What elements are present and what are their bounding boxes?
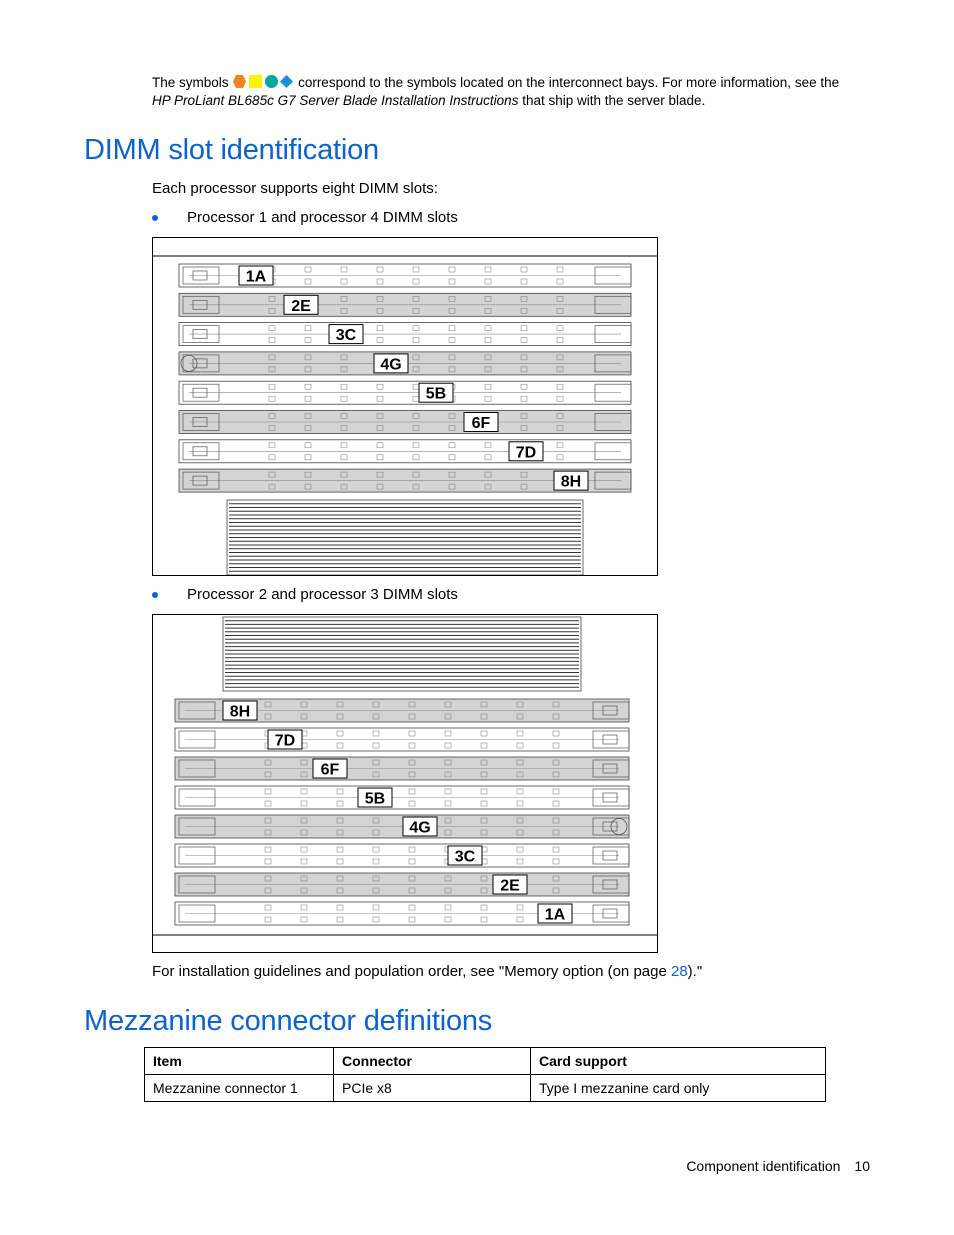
install-guideline	[152, 963, 702, 980]
dimm-slot-3C	[175, 844, 629, 867]
bullet-icon	[152, 592, 158, 598]
slot-label: 1A	[245, 268, 267, 286]
slot-label: 7D	[274, 732, 296, 750]
slot-label: 8H	[560, 473, 582, 491]
dimm-slot-3C	[179, 323, 631, 346]
dimm-slot-7D	[179, 440, 631, 463]
bullet-text: Processor 1 and processor 4 DIMM slots	[187, 209, 458, 226]
table-header-row	[145, 1048, 826, 1075]
slot-label: 6F	[471, 415, 491, 432]
intro-prefix: The symbols	[152, 75, 229, 90]
install-suffix: )."	[687, 963, 703, 980]
slot-label: 2E	[291, 297, 311, 315]
mezzanine-table	[144, 1047, 826, 1102]
dimm-diagram-2	[153, 615, 657, 952]
dimm-slot-2E	[175, 873, 629, 896]
page-number: 10	[854, 1158, 870, 1174]
bullet-text: Processor 2 and processor 3 DIMM slots	[187, 586, 458, 603]
slot-label: 4G	[409, 819, 431, 837]
teal-circle-icon	[263, 74, 279, 89]
processor-heatsink	[227, 500, 583, 575]
dimm-slot-4G	[175, 815, 629, 838]
cell-item: Mezzanine connector 1	[145, 1075, 334, 1102]
intro-paragraph	[152, 74, 872, 110]
doc-title: HP ProLiant BL685c G7 Server Blade Installation Instructions	[152, 93, 519, 108]
dimm-slot-6F	[175, 757, 629, 780]
col-item: Item	[145, 1048, 334, 1075]
dimm-slot-8H	[179, 469, 631, 492]
mezzanine-heading: Mezzanine connector definitions	[84, 1005, 493, 1037]
slot-label: 1A	[544, 906, 566, 924]
cell-card-support: Type I mezzanine card only	[531, 1075, 826, 1102]
dimm-slot-1A	[175, 902, 629, 925]
col-card-support: Card support	[531, 1048, 826, 1075]
dimm-slot-4G	[179, 352, 631, 375]
dimm-slot-8H	[175, 699, 629, 722]
slot-label: 8H	[229, 703, 251, 721]
slot-label: 5B	[364, 790, 386, 808]
install-prefix: For installation guidelines and population order, see "Memory option (on page	[152, 963, 671, 980]
dimm-heading: DIMM slot identification	[84, 134, 379, 166]
bullet-icon	[152, 215, 158, 221]
intro-suffix: correspond to the symbols located on the interconnect bays. For more information, see the	[298, 75, 840, 90]
col-connector: Connector	[334, 1048, 531, 1075]
footer-section: Component identification	[686, 1158, 841, 1174]
dimm-figure-processor-1-4	[152, 237, 658, 576]
slot-label: 3C	[335, 327, 357, 345]
orange-hexagon-icon	[232, 74, 247, 89]
dimm-lead: Each processor supports eight DIMM slots:	[152, 180, 438, 197]
yellow-square-icon	[247, 74, 263, 89]
slot-label: 3C	[454, 848, 476, 866]
dimm-slot-5B	[175, 786, 629, 809]
dimm-slot-7D	[175, 728, 629, 751]
table-row	[145, 1075, 826, 1102]
dimm-figure-processor-2-3	[152, 614, 658, 953]
blue-diamond-icon	[279, 74, 294, 89]
dimm-slot-6F	[179, 411, 631, 434]
doc-suffix: that ship with the server blade.	[522, 93, 706, 108]
processor-heatsink	[223, 617, 581, 691]
dimm-diagram-1	[153, 238, 657, 575]
slot-label: 5B	[425, 385, 447, 403]
dimm-slot-1A	[179, 264, 631, 287]
page-28-link[interactable]: 28	[670, 963, 688, 980]
dimm-slot-2E	[179, 293, 631, 316]
page-footer	[686, 1158, 870, 1174]
slot-label: 2E	[500, 877, 520, 895]
slot-label: 4G	[380, 356, 402, 374]
slot-label: 7D	[515, 444, 537, 462]
cell-connector: PCIe x8	[334, 1075, 531, 1102]
dimm-slot-5B	[179, 381, 631, 404]
slot-label: 6F	[320, 761, 340, 779]
